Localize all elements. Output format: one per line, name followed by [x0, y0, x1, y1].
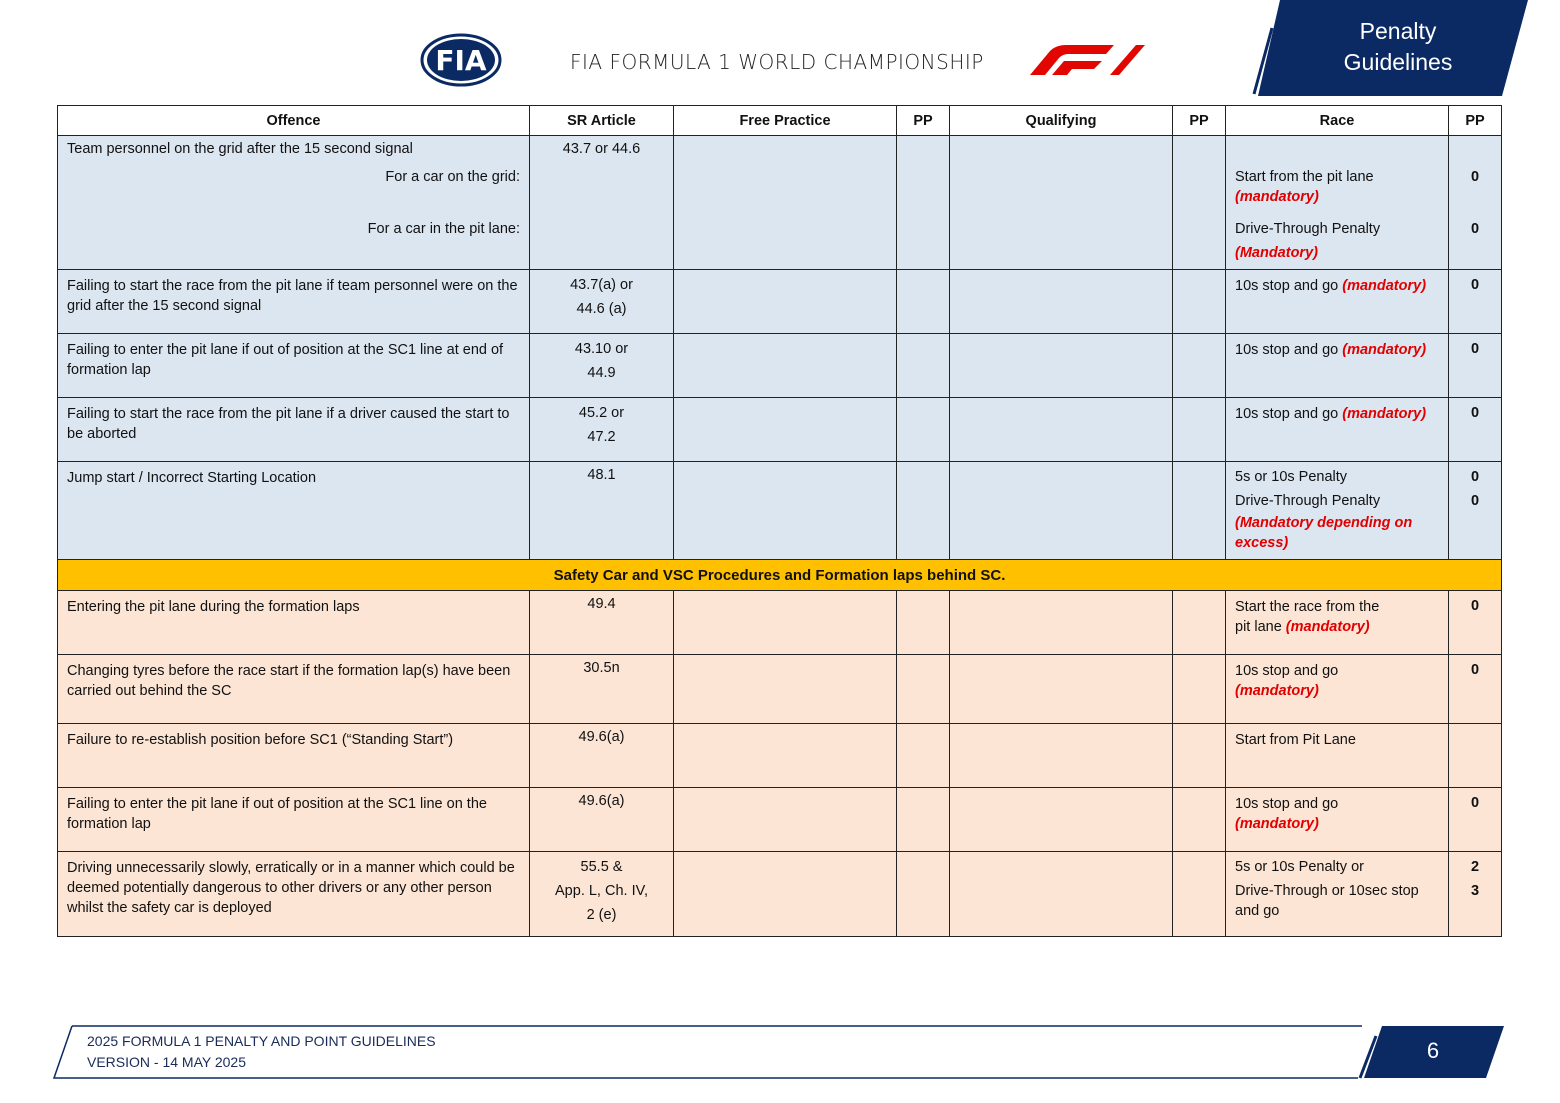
pp-race-cell [1449, 591, 1502, 655]
race-text: pit lane [1235, 619, 1282, 635]
quali-cell [950, 136, 1173, 270]
quali-cell [950, 788, 1173, 852]
offence-cell [58, 788, 530, 852]
article-cell [530, 136, 674, 270]
col-header-free-practice: Free Practice [674, 106, 897, 136]
table-row [58, 724, 1502, 788]
article-text: 43.7 or 44.6 [562, 141, 641, 157]
pp-race-cell [1449, 788, 1502, 852]
table-row [58, 398, 1502, 462]
pp-fp-cell [897, 334, 950, 398]
quali-cell [950, 655, 1173, 724]
race-text: 10s stop and go [1235, 406, 1339, 422]
pp-race-cell [1449, 852, 1502, 937]
quali-cell [950, 724, 1173, 788]
table-row [58, 136, 1502, 270]
pp-value: 0 [1470, 341, 1480, 357]
article-text: 2 (e) [586, 907, 617, 923]
col-header-offence: Offence [58, 106, 530, 136]
pp-quali-cell [1173, 136, 1226, 270]
offence-text: Failure to re-establish position before SC1 (“Standing Start”) [67, 732, 454, 748]
article-text: 55.5 & [580, 859, 623, 875]
race-text: Start from the pit lane [1235, 169, 1374, 185]
article-text: 48.1 [587, 467, 616, 483]
table-row [58, 270, 1502, 334]
pp-value: 2 [1470, 859, 1480, 875]
fp-cell [674, 270, 897, 334]
pp-fp-cell [897, 270, 950, 334]
section-title: Safety Car and VSC Procedures and Formation laps behind SC. [58, 560, 1502, 591]
offence-text: Failing to enter the pit lane if out of position at the SC1 line at end of formation lap [67, 342, 504, 378]
race-text: Start the race from the [1235, 599, 1380, 615]
pp-quali-cell [1173, 655, 1226, 724]
fp-cell [674, 462, 897, 560]
race-text: 10s stop and go [1235, 342, 1339, 358]
offence-text: Failing to start the race from the pit lane if team personnel were on the grid after the 15 second signal [67, 278, 518, 314]
col-header-sr-article: SR Article [530, 106, 674, 136]
race-mandatory: (mandatory) [1235, 683, 1319, 699]
pp-value [1449, 724, 1501, 733]
offence-cell [58, 655, 530, 724]
race-cell [1226, 852, 1449, 937]
pp-race-cell [1449, 462, 1502, 560]
pp-fp-cell [897, 462, 950, 560]
race-mandatory: (mandatory) [1342, 278, 1427, 294]
article-cell [530, 462, 674, 560]
race-mandatory: (mandatory) [1342, 342, 1427, 358]
pp-race-cell [1449, 724, 1502, 788]
article-text: 49.6(a) [578, 793, 625, 809]
article-text: App. L, Ch. IV, [555, 883, 648, 899]
badge-line-1: Penalty [1359, 18, 1437, 44]
pp-value: 0 [1470, 469, 1480, 485]
race-mandatory: (Mandatory) [1235, 245, 1318, 261]
pp-quali-cell [1173, 398, 1226, 462]
offence-cell [58, 462, 530, 560]
offence-cell [58, 334, 530, 398]
article-text: 43.10 or [574, 341, 629, 357]
table-header-row [58, 106, 1502, 136]
offence-cell [58, 591, 530, 655]
race-text: Drive-Through Penalty [1235, 221, 1381, 237]
quali-cell [950, 270, 1173, 334]
pp-value: 0 [1470, 221, 1480, 237]
pp-quali-cell [1173, 591, 1226, 655]
article-cell [530, 591, 674, 655]
article-cell [530, 398, 674, 462]
race-cell [1226, 334, 1449, 398]
pp-value: 0 [1470, 662, 1480, 678]
pp-value: 0 [1470, 598, 1480, 614]
race-mandatory: (mandatory) [1235, 189, 1319, 205]
pp-fp-cell [897, 591, 950, 655]
offence-cell [58, 724, 530, 788]
article-cell [530, 724, 674, 788]
race-cell [1226, 398, 1449, 462]
race-cell [1226, 136, 1449, 270]
table-row [58, 655, 1502, 724]
offence-cell [58, 398, 530, 462]
article-cell [530, 334, 674, 398]
race-mandatory: (Mandatory depending on excess) [1235, 515, 1413, 551]
race-text: 10s stop and go [1235, 796, 1339, 812]
race-text: 5s or 10s Penalty [1235, 469, 1348, 485]
svg-text:FIA: FIA [435, 44, 487, 77]
article-text: 43.7(a) or [570, 277, 633, 293]
footer-text [87, 1031, 436, 1073]
race-mandatory: (mandatory) [1285, 619, 1370, 635]
pp-value: 0 [1470, 169, 1480, 185]
race-mandatory: (mandatory) [1342, 406, 1427, 422]
pp-race-cell [1449, 334, 1502, 398]
fia-logo [420, 33, 502, 87]
pp-value: 0 [1470, 277, 1480, 293]
fp-cell [674, 334, 897, 398]
page-number: 6 [1426, 1038, 1440, 1063]
col-header-race: Race [1226, 106, 1449, 136]
pp-fp-cell [897, 398, 950, 462]
race-cell [1226, 655, 1449, 724]
offence-text: Driving unnecessarily slowly, erratically or in a manner which could be deemed potentially dangerous to other drivers or any other person whilst the safety car is deployed [67, 860, 515, 916]
article-text: 44.9 [587, 365, 616, 381]
footer-doc-title: 2025 FORMULA 1 PENALTY AND POINT GUIDELINES [87, 1033, 436, 1049]
race-cell [1226, 591, 1449, 655]
pp-fp-cell [897, 136, 950, 270]
race-cell [1226, 270, 1449, 334]
race-cell [1226, 788, 1449, 852]
race-text: 10s stop and go [1235, 278, 1339, 294]
article-cell [530, 788, 674, 852]
pp-value: 0 [1470, 795, 1480, 811]
article-text: 30.5n [583, 660, 620, 676]
penalty-table [57, 105, 1502, 937]
offence-cell [58, 136, 530, 270]
table-row [58, 591, 1502, 655]
fp-cell [674, 655, 897, 724]
offence-text: Changing tyres before the race start if the formation lap(s) have been carried out behind the SC [67, 663, 511, 699]
pp-quali-cell [1173, 852, 1226, 937]
race-text: 10s stop and go [1235, 663, 1339, 679]
quali-cell [950, 591, 1173, 655]
pp-fp-cell [897, 788, 950, 852]
table-row [58, 334, 1502, 398]
fp-cell [674, 724, 897, 788]
offence-text: Failing to enter the pit lane if out of position at the SC1 line on the formation lap [67, 796, 487, 832]
table-row [58, 462, 1502, 560]
race-text: Start from Pit Lane [1235, 732, 1356, 748]
pp-value: 0 [1470, 405, 1480, 421]
fp-cell [674, 398, 897, 462]
article-text: 44.6 (a) [576, 301, 627, 317]
race-text: Drive-Through or 10sec stop and go [1235, 883, 1419, 919]
section-header-row [58, 560, 1502, 591]
offence-text: Failing to start the race from the pit lane if a driver caused the start to be aborted [67, 406, 510, 442]
pp-quali-cell [1173, 788, 1226, 852]
col-header-qualifying: Qualifying [950, 106, 1173, 136]
fp-cell [674, 591, 897, 655]
table-row [58, 852, 1502, 937]
pp-quali-cell [1173, 462, 1226, 560]
pp-quali-cell [1173, 724, 1226, 788]
race-text: 5s or 10s Penalty or [1235, 859, 1364, 875]
pp-value: 0 [1470, 493, 1480, 509]
badge-text [1300, 16, 1496, 78]
col-header-pp-race: PP [1449, 106, 1502, 136]
pp-quali-cell [1173, 270, 1226, 334]
pp-fp-cell [897, 852, 950, 937]
col-header-pp-fp: PP [897, 106, 950, 136]
f1-logo [1028, 43, 1146, 77]
championship-title: FIA FORMULA 1 WORLD CHAMPIONSHIP [570, 50, 984, 74]
quali-cell [950, 462, 1173, 560]
race-cell [1226, 724, 1449, 788]
pp-race-cell [1449, 136, 1502, 270]
article-text: 49.4 [587, 596, 616, 612]
race-cell [1226, 462, 1449, 560]
pp-value: 3 [1470, 883, 1480, 899]
quali-cell [950, 852, 1173, 937]
article-cell [530, 852, 674, 937]
pp-race-cell [1449, 398, 1502, 462]
pp-quali-cell [1173, 334, 1226, 398]
footer-version: VERSION - 14 MAY 2025 [87, 1054, 246, 1070]
offence-text: Team personnel on the grid after the 15 second signal [67, 141, 413, 157]
col-header-pp-quali: PP [1173, 106, 1226, 136]
offence-text: Jump start / Incorrect Starting Location [67, 470, 317, 486]
fp-cell [674, 852, 897, 937]
pp-fp-cell [897, 655, 950, 724]
offence-sub-pit-lane: For a car in the pit lane: [367, 221, 520, 237]
table-row [58, 788, 1502, 852]
article-cell [530, 655, 674, 724]
article-cell [530, 270, 674, 334]
badge-line-2: Guidelines [1343, 49, 1453, 75]
offence-sub-grid: For a car on the grid: [385, 169, 520, 185]
offence-text: Entering the pit lane during the formation laps [67, 599, 360, 615]
pp-race-cell [1449, 655, 1502, 724]
race-text: Drive-Through Penalty [1235, 493, 1381, 509]
fp-cell [674, 788, 897, 852]
offence-cell [58, 852, 530, 937]
article-text: 49.6(a) [578, 729, 625, 745]
quali-cell [950, 334, 1173, 398]
pp-fp-cell [897, 724, 950, 788]
pp-race-cell [1449, 270, 1502, 334]
fp-cell [674, 136, 897, 270]
quali-cell [950, 398, 1173, 462]
race-mandatory: (mandatory) [1235, 816, 1319, 832]
article-text: 47.2 [587, 429, 616, 445]
offence-cell [58, 270, 530, 334]
article-text: 45.2 or [578, 405, 625, 421]
